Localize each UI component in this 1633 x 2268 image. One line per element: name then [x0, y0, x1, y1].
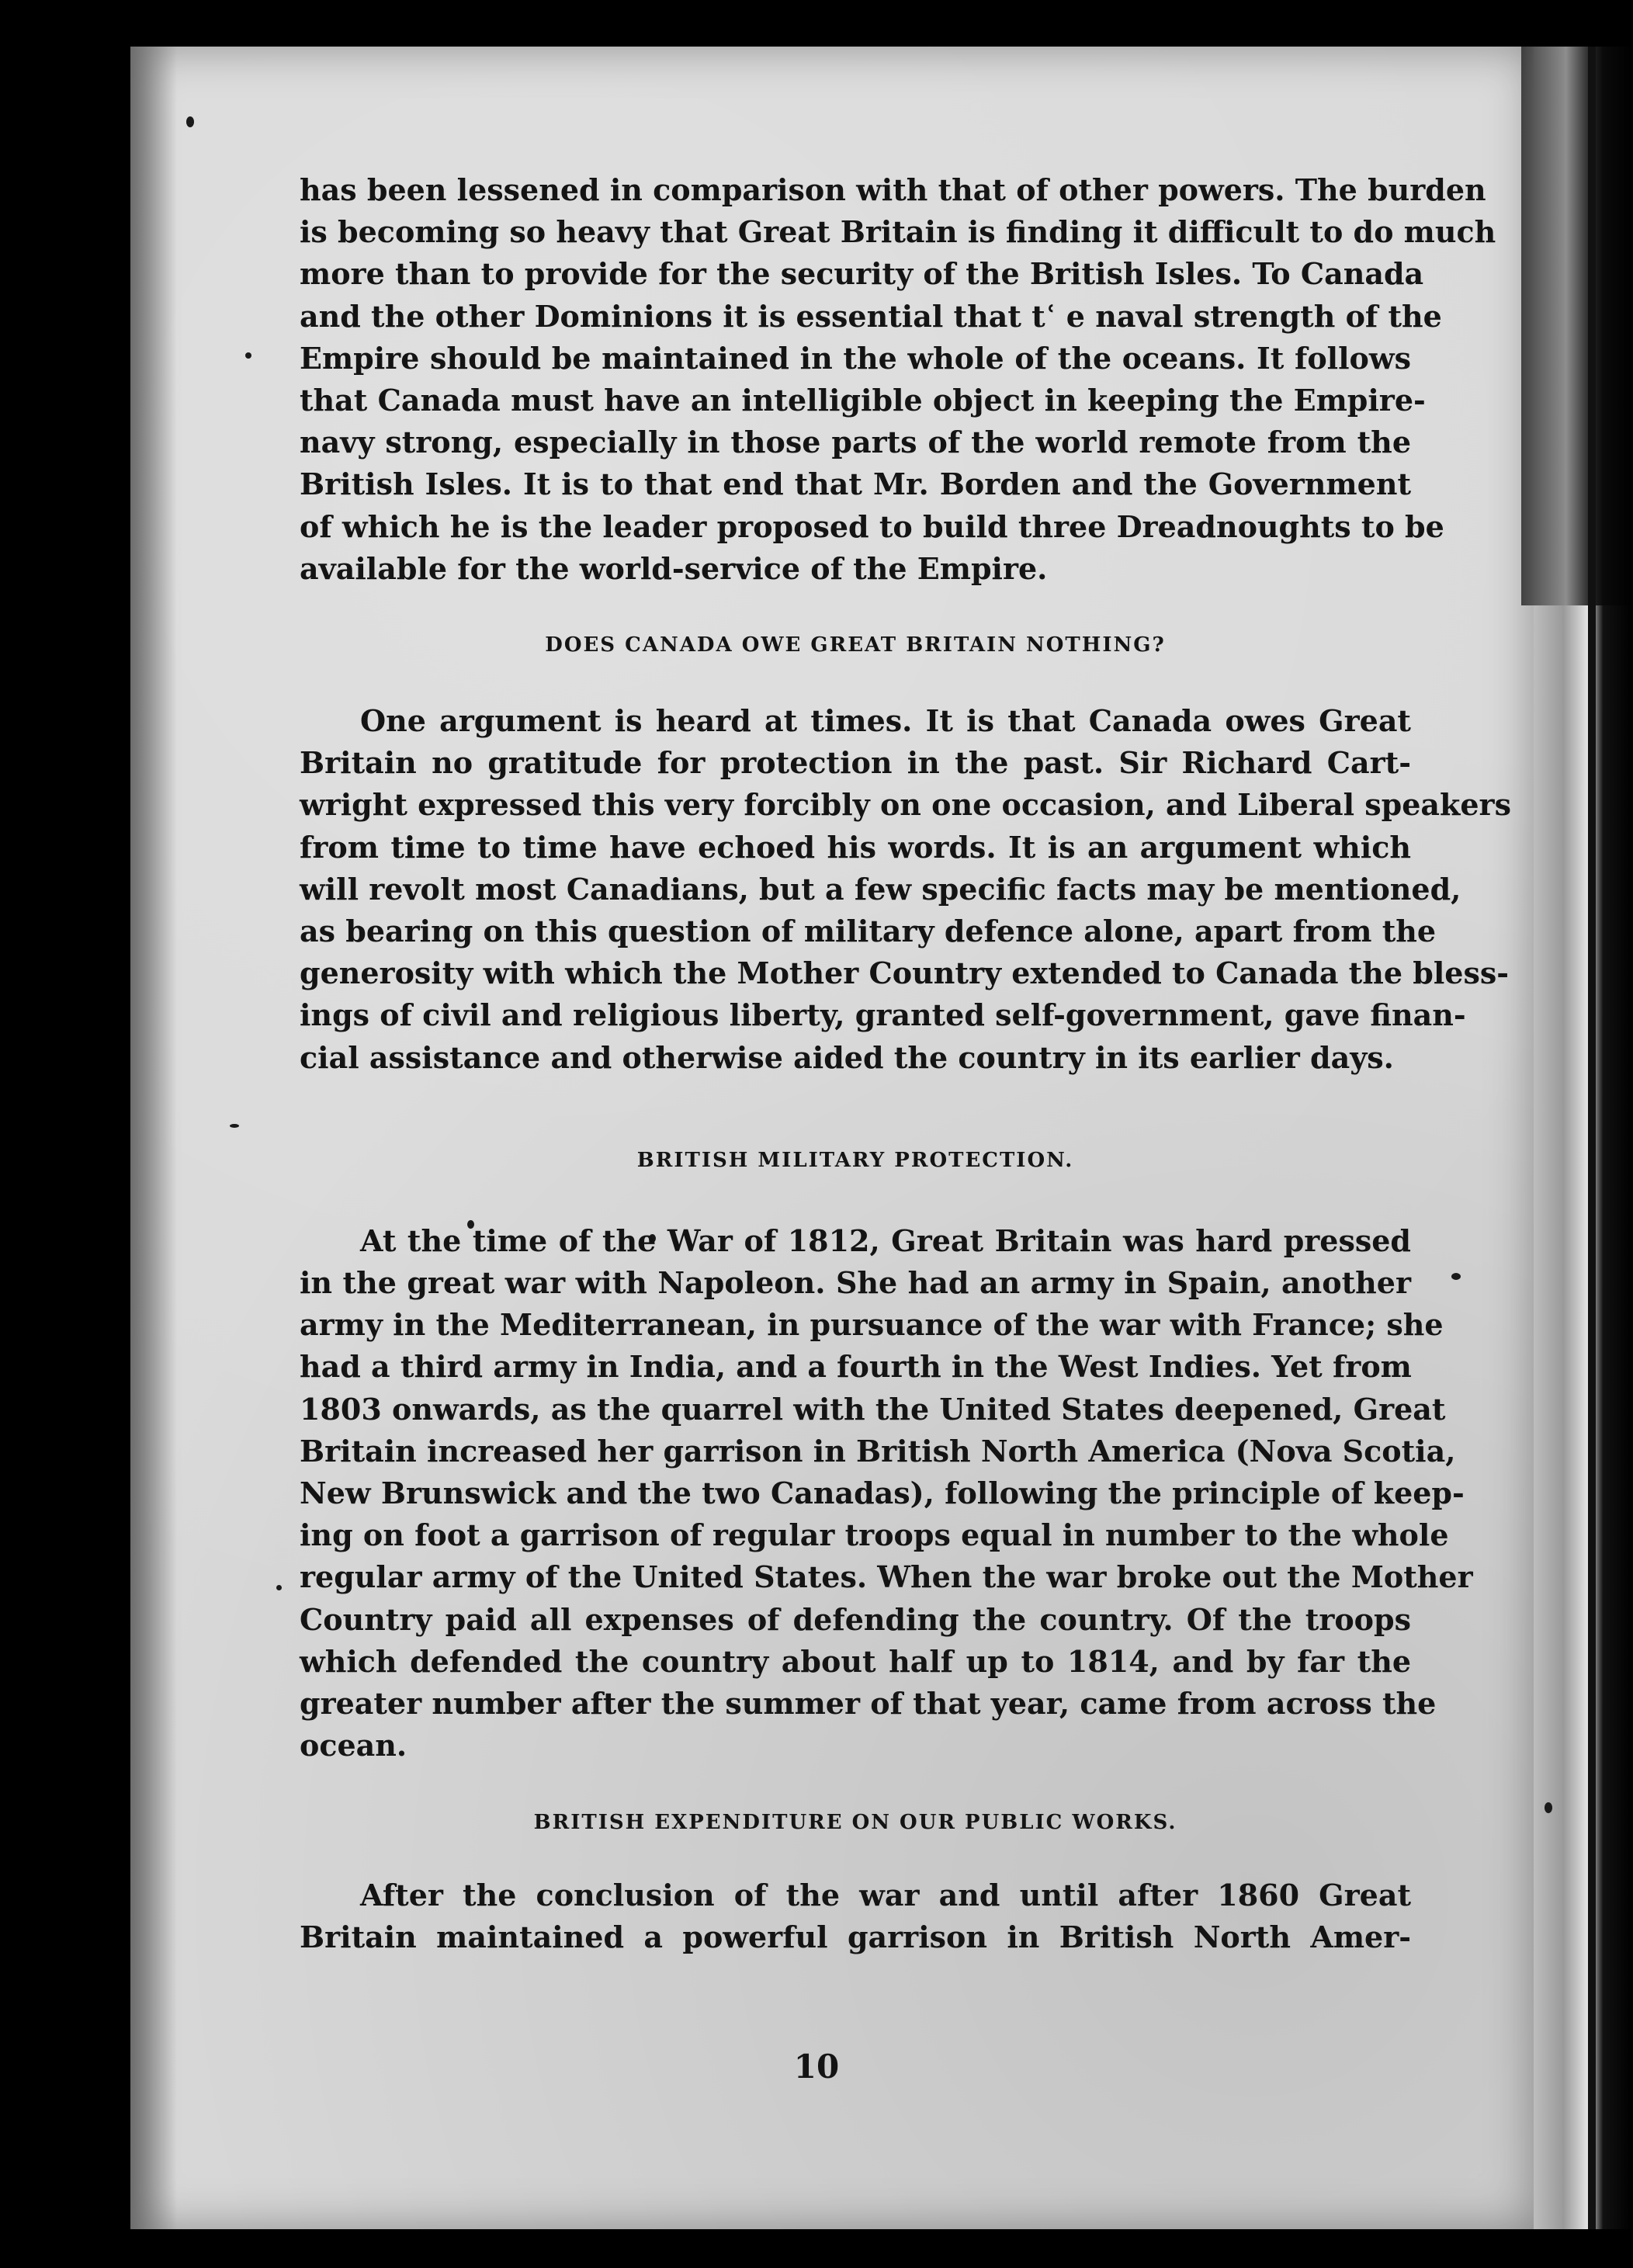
text-line: from time to time have echoed his words. It is an argument which — [300, 829, 1411, 865]
text-line: more than to provide for the security of the British Isles. To Canada — [300, 256, 1424, 292]
text-line: Britain increased her garrison in British North America (Nova Scotia, — [300, 1433, 1456, 1469]
text-line: available for the world-service of the Empire. — [300, 550, 1048, 586]
text-line: which defended the country about half up to 1814, and by far the — [300, 1643, 1411, 1679]
text-line: and the other Dominions it is essential that tʿ e naval strength of the — [300, 298, 1442, 334]
text-line: ing on foot a garrison of regular troops equal in number to the whole — [300, 1517, 1449, 1553]
paragraph — [300, 700, 1511, 1079]
page-left-shadow — [130, 47, 177, 2229]
text-line: navy strong, especially in those parts of the world remote from the — [300, 425, 1411, 460]
text-line: One argument is heard at times. It is that Canada owes Great — [360, 703, 1411, 739]
text-line: greater number after the summer of that year, came from across the — [300, 1686, 1437, 1722]
text-line: 1803 onwards, as the quarrel with the United States deepened, Great — [300, 1391, 1446, 1427]
text-line: generosity with which the Mother Country extended to Canada the bless- — [300, 955, 1509, 991]
text-line: Britain maintained a powerful garrison in British North Amer- — [300, 1919, 1411, 1954]
scan-speck — [245, 352, 251, 359]
paragraph — [300, 1220, 1473, 1767]
text-line: in the great war with Napoleon. She had an army in Spain, another — [300, 1265, 1411, 1301]
text-line: has been lessened in comparison with that of other powers. The burden — [300, 172, 1486, 207]
text-line: ocean. — [300, 1728, 407, 1763]
scan-speck — [186, 116, 194, 127]
section-heading: BRITISH EXPENDITURE ON OUR PUBLIC WORKS. — [533, 1810, 1177, 1834]
binding-tear — [1521, 47, 1633, 605]
text-line: New Brunswick and the two Canadas), following the principle of keep- — [300, 1476, 1465, 1511]
text-line: ings of civil and religious liberty, granted self-government, gave finan- — [300, 997, 1466, 1033]
text-line: wright expressed this very forcibly on one occasion, and Liberal speakers — [300, 787, 1511, 823]
text-line: will revolt most Canadians, but a few specific facts may be mentioned, — [300, 871, 1461, 907]
text-line: is becoming so heavy that Great Britain is finding it difficult to do much — [300, 214, 1496, 250]
scan-speck — [230, 1124, 239, 1128]
text-line: had a third army in India, and a fourth in the West Indies. Yet from — [300, 1349, 1412, 1385]
text-line: as bearing on this question of military defence alone, apart from the — [300, 914, 1437, 949]
section-heading: BRITISH MILITARY PROTECTION. — [636, 1148, 1074, 1172]
body-text — [300, 169, 1511, 1958]
text-line: After the conclusion of the war and until after 1860 Great — [360, 1877, 1411, 1913]
text-line: At the time of the War of 1812, Great Britain was hard pressed — [360, 1222, 1411, 1258]
text-line: British Isles. It is to that end that Mr. Borden and the Government — [300, 466, 1411, 502]
scan-speck — [1545, 1802, 1552, 1813]
paragraph — [300, 1874, 1411, 1958]
text-line: of which he is the leader proposed to build three Dreadnoughts to be — [300, 508, 1444, 544]
text-line: that Canada must have an intelligible object in keeping the Empire- — [300, 383, 1426, 418]
text-line: cial assistance and otherwise aided the country in its earlier days. — [300, 1039, 1394, 1075]
text-line: Britain no gratitude for protection in the past. Sir Richard Cart- — [300, 745, 1411, 781]
text-line: regular army of the United States. When the war broke out the Mother — [300, 1559, 1473, 1595]
page-number: 10 — [793, 2048, 840, 2086]
text-line: army in the Mediterranean, in pursuance of the war with France; she — [300, 1307, 1444, 1343]
scan-speck — [1451, 1273, 1461, 1280]
section-heading: DOES CANADA OWE GREAT BRITAIN NOTHING? — [545, 633, 1166, 657]
text-line: Empire should be maintained in the whole of the oceans. It follows — [300, 340, 1411, 376]
binding-line — [1588, 47, 1596, 2229]
scan-speck — [276, 1585, 282, 1590]
text-line: Country paid all expenses of defending the country. Of the troops — [300, 1601, 1411, 1637]
paragraph — [300, 169, 1496, 590]
